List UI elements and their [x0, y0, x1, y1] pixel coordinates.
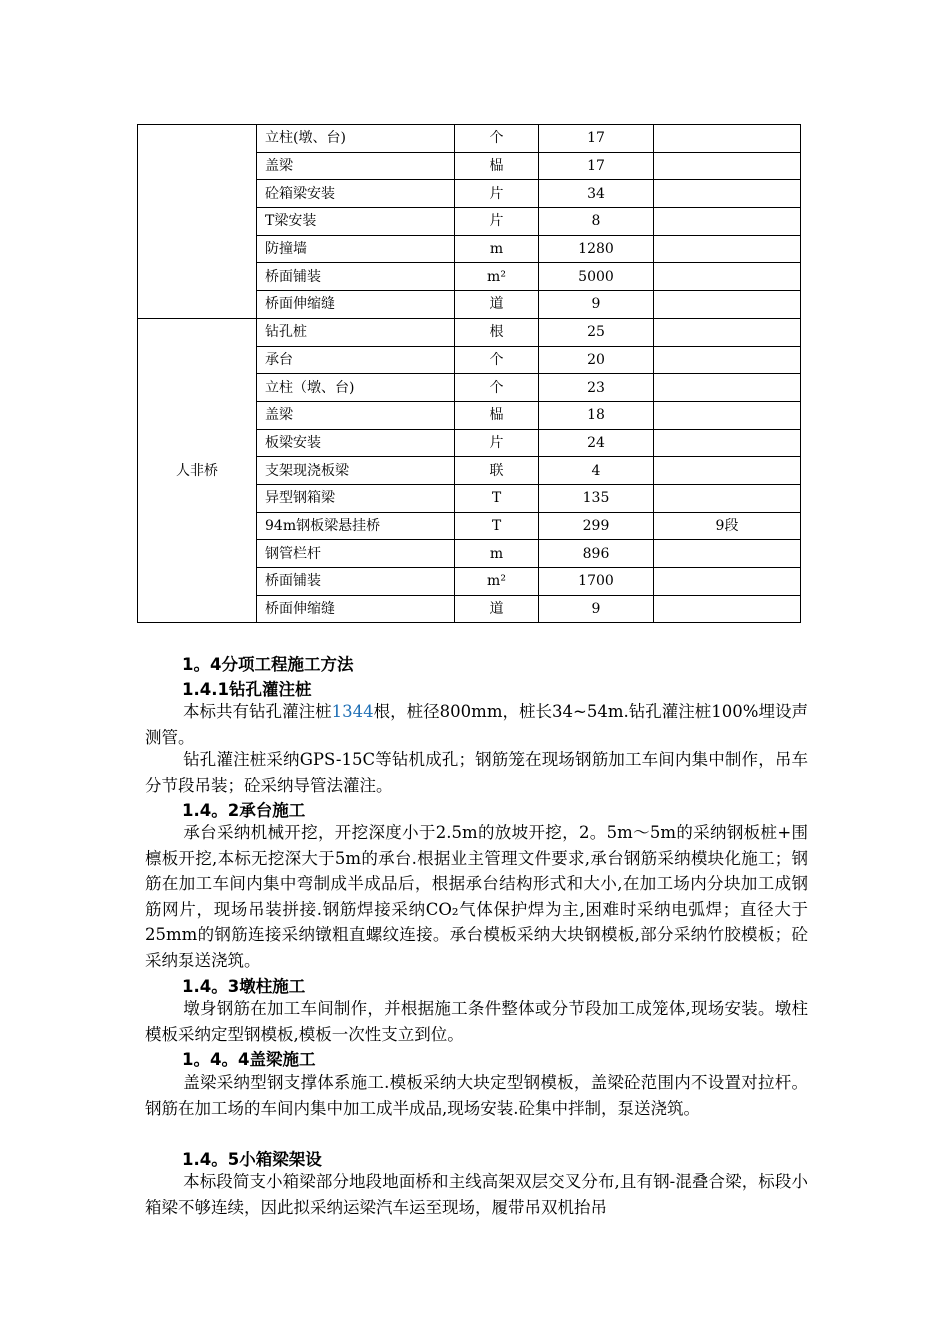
quantity-cell: 4 [539, 457, 654, 485]
unit-cell: 片 [455, 208, 539, 236]
paragraph-pier [145, 996, 808, 1047]
item-cell: 桥面铺装 [257, 568, 455, 596]
note-cell [654, 457, 801, 485]
quantity-cell: 8 [539, 208, 654, 236]
unit-cell: m [455, 540, 539, 568]
category-cell: 人非桥 [138, 318, 257, 623]
note-cell [654, 374, 801, 402]
item-cell: 板梁安装 [257, 429, 455, 457]
note-cell: 9段 [654, 512, 801, 540]
quantity-cell: 17 [539, 125, 654, 153]
para-text: 根，桩径800mm，桩长34~54m.钻孔灌注桩100%埋设声测管。 [145, 702, 809, 747]
quantity-cell: 18 [539, 401, 654, 429]
paragraph-boxgirder [145, 1169, 808, 1220]
heading-1-4-2: 1.4。2承台施工 [182, 801, 306, 820]
note-cell [654, 152, 801, 180]
unit-cell: m² [455, 263, 539, 291]
item-cell: 94m钢板梁悬挂桥 [257, 512, 455, 540]
unit-cell: 根 [455, 318, 539, 346]
note-cell [654, 568, 801, 596]
item-cell: 支架现浇板梁 [257, 457, 455, 485]
note-cell [654, 235, 801, 263]
unit-cell: 片 [455, 180, 539, 208]
note-cell [654, 180, 801, 208]
item-cell: 防撞墙 [257, 235, 455, 263]
note-cell [654, 318, 801, 346]
unit-cell: 道 [455, 595, 539, 623]
paragraph-capbeam [145, 1070, 808, 1121]
section-title: 1。4分项工程施工方法 [182, 655, 354, 674]
unit-cell: T [455, 484, 539, 512]
item-cell: 桥面铺装 [257, 263, 455, 291]
item-cell: 钻孔桩 [257, 318, 455, 346]
paragraph-piles-2 [145, 747, 808, 798]
quantity-table [137, 124, 801, 623]
note-cell [654, 263, 801, 291]
quantity-cell: 24 [539, 429, 654, 457]
note-cell [654, 595, 801, 623]
unit-cell: 榀 [455, 152, 539, 180]
unit-cell: 榀 [455, 401, 539, 429]
table-row [138, 318, 801, 346]
item-cell: 桥面伸缩缝 [257, 291, 455, 319]
item-cell: 盖梁 [257, 152, 455, 180]
item-cell: 立柱(墩、台) [257, 125, 455, 153]
unit-cell: 片 [455, 429, 539, 457]
unit-cell: m² [455, 568, 539, 596]
para-text: 墩身钢筋在加工车间制作，并根据施工条件整体或分节段加工成笼体,现场安装。墩柱模板采纳定型钢模板,模板一次性支立到位。 [145, 999, 808, 1044]
note-cell [654, 429, 801, 457]
quantity-cell: 9 [539, 595, 654, 623]
quantity-cell: 25 [539, 318, 654, 346]
heading-1-4-5: 1.4。5小箱梁架设 [182, 1150, 322, 1169]
item-cell: 钢管栏杆 [257, 540, 455, 568]
quantity-cell: 34 [539, 180, 654, 208]
quantity-cell: 135 [539, 484, 654, 512]
note-cell [654, 484, 801, 512]
category-cell [138, 125, 257, 319]
item-cell: 桥面伸缩缝 [257, 595, 455, 623]
quantity-cell: 896 [539, 540, 654, 568]
unit-cell: m [455, 235, 539, 263]
quantity-cell: 1280 [539, 235, 654, 263]
paragraph-piles-1 [145, 699, 808, 750]
note-cell [654, 125, 801, 153]
quantity-cell: 23 [539, 374, 654, 402]
unit-cell: 联 [455, 457, 539, 485]
item-cell: 承台 [257, 346, 455, 374]
quantity-cell: 5000 [539, 263, 654, 291]
item-cell: 异型钢箱梁 [257, 484, 455, 512]
para-text: 承台采纳机械开挖，开挖深度小于2.5m的放坡开挖，2。5m～5m的采纳钢板桩+围檩板开挖,本标无挖深大于5m的承台.根据业主管理文件要求,承台钢筋采纳模块化施工；钢筋在加工车间内集中弯制成半成品后，根据承台结构形式和大小,在加工场内分块加工成钢筋网片，现场吊装拼接.钢筋焊接采纳CO₂气体保护焊为主,困难时采纳电弧焊；直径大于25mm的钢筋连接采纳镦粗直螺纹连接。承台模板采纳大块钢模板,部分采纳竹胶模板；砼采纳泵送浇筑。 [145, 823, 808, 970]
para-text: 本标段简支小箱梁部分地段地面桥和主线高架双层交叉分布,且有钢-混叠合梁，标段小箱梁不够连续，因此拟采纳运梁汽车运至现场，履带吊双机抬吊 [145, 1172, 808, 1217]
pile-count: 1344 [331, 702, 374, 721]
heading-1-4-4: 1。4。4盖梁施工 [182, 1050, 316, 1069]
unit-cell: 个 [455, 374, 539, 402]
quantity-cell: 17 [539, 152, 654, 180]
unit-cell: 个 [455, 125, 539, 153]
heading-1-4-3: 1.4。3墩柱施工 [182, 977, 306, 996]
item-cell: 盖梁 [257, 401, 455, 429]
unit-cell: 个 [455, 346, 539, 374]
item-cell: 砼箱梁安装 [257, 180, 455, 208]
paragraph-cap [145, 820, 808, 973]
heading-1-4-1: 1.4.1钻孔灌注桩 [182, 680, 312, 699]
para-text: 本标共有钻孔灌注桩 [183, 702, 332, 721]
para-text: 盖梁采纳型钢支撑体系施工.模板采纳大块定型钢模板，盖梁砼范围内不设置对拉杆。钢筋在加工场的车间内集中加工成半成品,现场安装.砼集中拌制，泵送浇筑。 [145, 1073, 808, 1118]
item-cell: T梁安装 [257, 208, 455, 236]
quantity-cell: 9 [539, 291, 654, 319]
quantity-cell: 299 [539, 512, 654, 540]
note-cell [654, 540, 801, 568]
table-row [138, 125, 801, 153]
note-cell [654, 208, 801, 236]
note-cell [654, 291, 801, 319]
item-cell: 立柱（墩、台) [257, 374, 455, 402]
note-cell [654, 346, 801, 374]
note-cell [654, 401, 801, 429]
quantity-cell: 20 [539, 346, 654, 374]
unit-cell: 道 [455, 291, 539, 319]
quantity-cell: 1700 [539, 568, 654, 596]
unit-cell: T [455, 512, 539, 540]
para-text: 钻孔灌注桩采纳GPS-15C等钻机成孔；钢筋笼在现场钢筋加工车间内集中制作，吊车分节段吊装；砼采纳导管法灌注。 [145, 750, 808, 795]
